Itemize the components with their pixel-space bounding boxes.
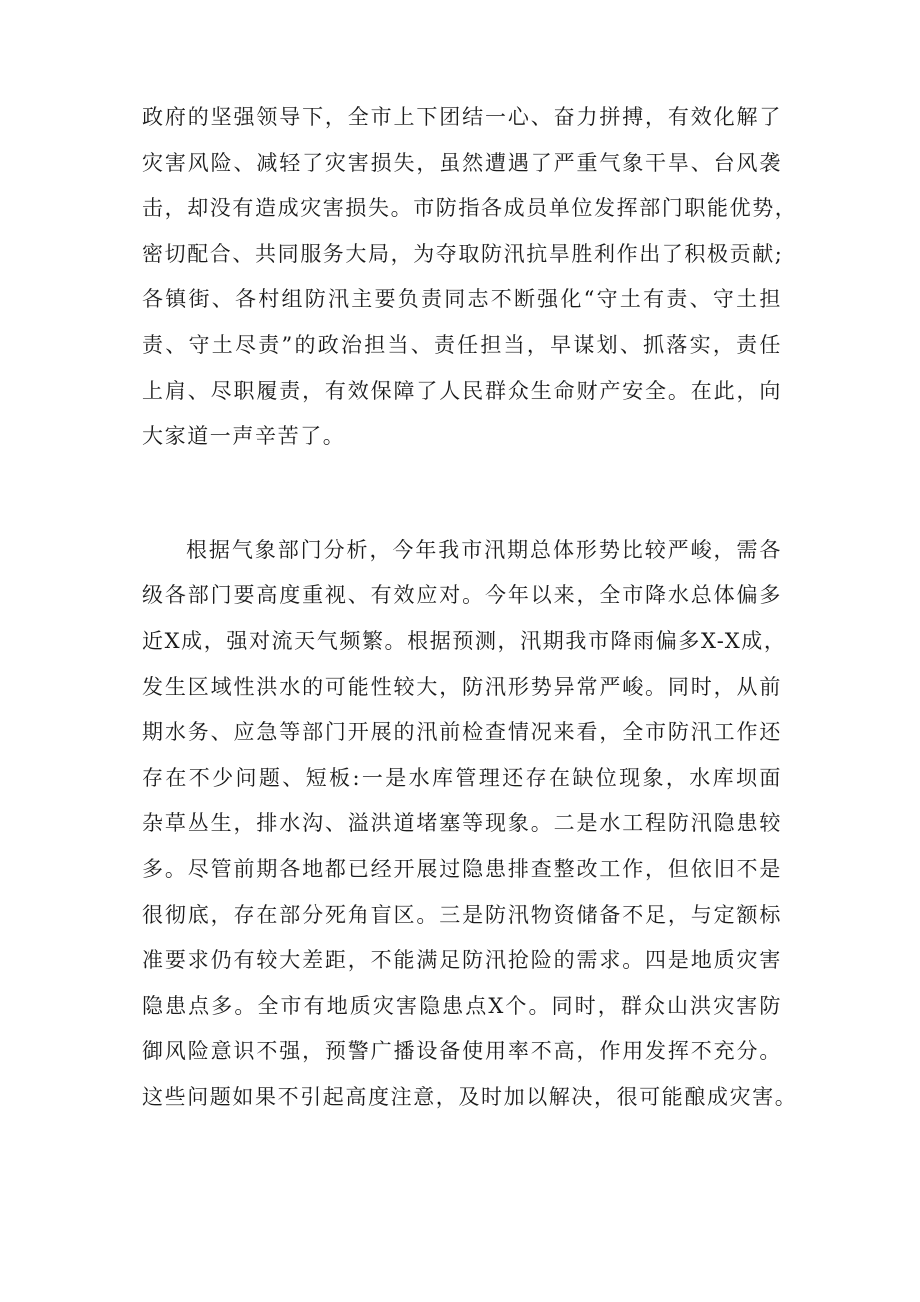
- paragraph-1: [142, 95, 798, 460]
- text-line: 这些问题如果不引起高度注意，及时加以解决，很可能酿成灾害。: [142, 1084, 798, 1109]
- text-line: 近X成，强对流天气频繁。根据预测，汛期我市降雨偏多X-X成，: [142, 628, 787, 653]
- paragraph-spacer: [142, 460, 782, 528]
- text-line: 杂草丛生，排水沟、溢洪道堵塞等现象。二是水工程防汛隐患较: [142, 811, 782, 836]
- text-line: 很彻底，存在部分死角盲区。三是防汛物资储备不足，与定额标: [142, 902, 782, 927]
- text-line: 多。尽管前期各地都已经开展过隐患排查整改工作，但依旧不是: [142, 856, 782, 881]
- text-line: 准要求仍有较大差距，不能满足防汛抢险的需求。四是地质灾害: [142, 948, 782, 973]
- text-line: 击，却没有造成灾害损失。市防指各成员单位发挥部门职能优势，: [142, 196, 798, 221]
- text-line: 责、守土尽责”的政治担当、责任担当，早谋划、抓落实，责任: [142, 332, 782, 357]
- text-line: 大家道一声辛苦了。: [142, 424, 346, 449]
- text-line: 御风险意识不强，预警广播设备使用率不高，作用发挥不充分。: [142, 1039, 782, 1064]
- text-line: 政府的坚强领导下，全市上下团结一心、奋力拼搏，有效化解了: [142, 105, 782, 129]
- text-line: 发生区域性洪水的可能性较大，防汛形势异常严峻。同时，从前: [142, 674, 782, 699]
- paragraph-2: [142, 528, 798, 1121]
- text-line: 灾害风险、减轻了灾害损失，虽然遭遇了严重气象干旱、台风袭: [142, 150, 782, 175]
- text-line: 上肩、尽职履责，有效保障了人民群众生命财产安全。在此，向: [142, 378, 782, 403]
- document-body: [142, 95, 798, 1120]
- text-line: 根据气象部门分析，今年我市汛期总体形势比较严峻，需各: [186, 537, 782, 562]
- text-line: 隐患点多。全市有地质灾害隐患点X个。同时，群众山洪灾害防: [142, 993, 782, 1018]
- text-line: 期水务、应急等部门开展的汛前检查情况来看，全市防汛工作还: [142, 720, 782, 745]
- text-line: 密切配合、共同服务大局，为夺取防汛抗旱胜利作出了积极贡献;: [142, 241, 784, 266]
- text-line: 级各部门要高度重视、有效应对。今年以来，全市降水总体偏多: [142, 583, 782, 608]
- text-line: 各镇街、各村组防汛主要负责同志不断强化“守土有责、守土担: [142, 287, 782, 312]
- text-line: 存在不少问题、短板:一是水库管理还存在缺位现象，水库坝面: [142, 765, 782, 790]
